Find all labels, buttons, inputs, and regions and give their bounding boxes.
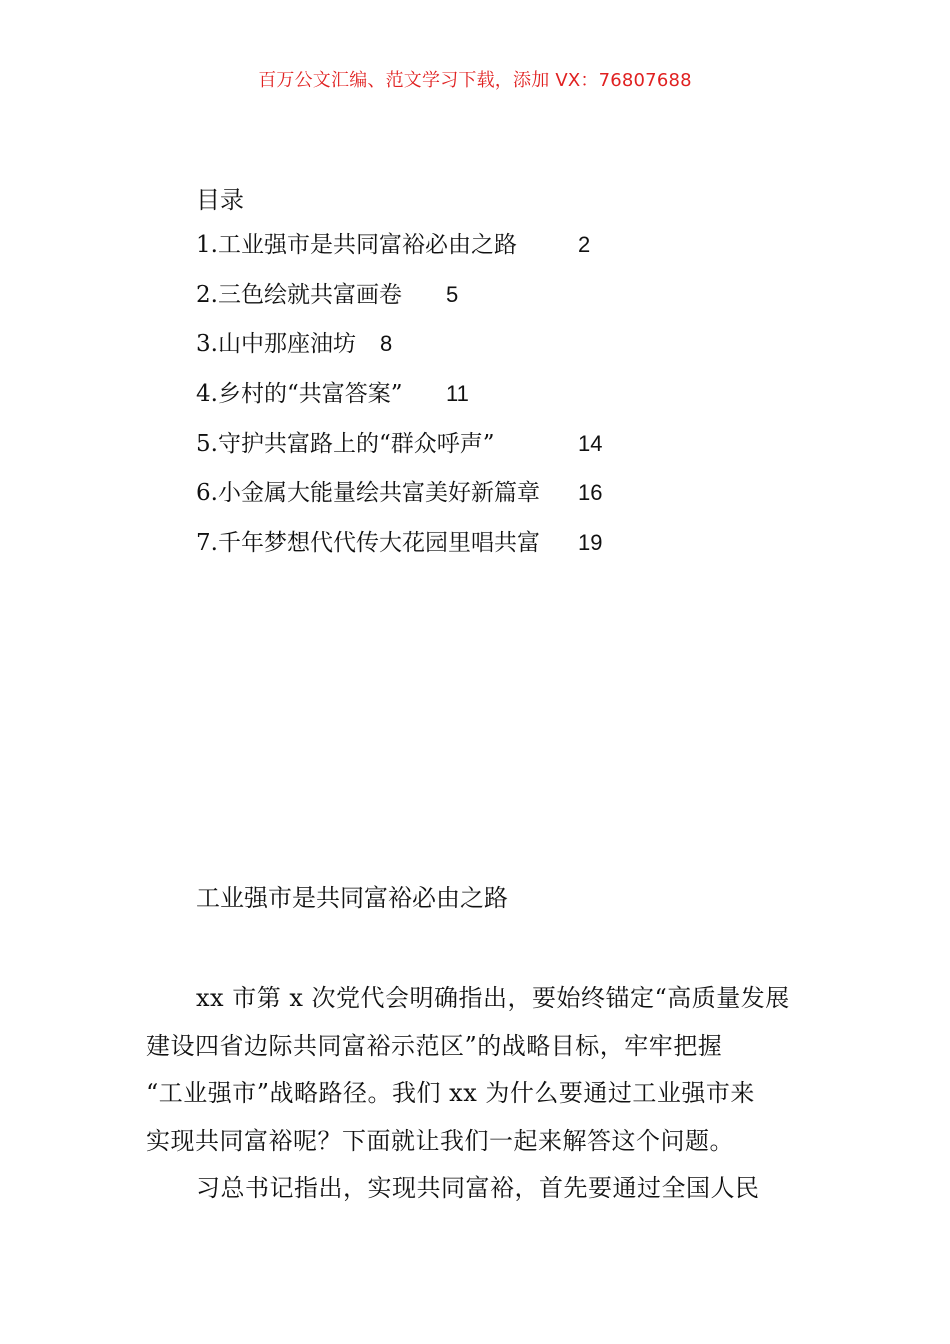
toc-entry-page: 19 [578, 530, 603, 556]
toc-entry-7[interactable] [196, 518, 796, 568]
paragraph-line: xx 市第 x 次党代会明确指出，要始终锚定“高质量发展 [196, 984, 790, 1012]
toc-entry-text: 7.千年梦想代代传大花园里唱共富 [196, 530, 540, 557]
toc-entry-4[interactable] [196, 369, 796, 419]
paragraph-line: 建设四省边际共同富裕示范区”的战略目标，牢牢把握 [146, 1031, 723, 1060]
paragraph-line: 实现共同富裕呢？下面就让我们一起来解答这个问题。 [146, 1126, 734, 1155]
toc-entry-page: 11 [446, 381, 469, 407]
toc-entry-page: 14 [578, 430, 603, 456]
toc-list [196, 220, 796, 568]
paragraph-line: 习总书记指出，实现共同富裕，首先要通过全国人民 [196, 1174, 760, 1203]
toc-title: 目录 [196, 186, 244, 214]
table-of-contents [196, 180, 796, 568]
toc-entry-text: 1.工业强市是共同富裕必由之路 [196, 232, 517, 258]
toc-entry-5[interactable] [196, 419, 796, 469]
watermark-banner: 百万公文汇编、范文学习下载，添加 VX：76807688 [258, 70, 692, 91]
article-body [146, 975, 806, 1213]
toc-entry-3[interactable] [196, 319, 796, 369]
toc-entry-page: 16 [578, 480, 603, 506]
toc-entry-text: 6.小金属大能量绘共富美好新篇章 [196, 480, 540, 507]
toc-entry-page: 2 [578, 232, 591, 257]
toc-entry-text: 3.山中那座油坊 [196, 331, 356, 358]
toc-entry-text: 2.三色绘就共富画卷 [196, 281, 402, 308]
toc-entry-text: 5.守护共富路上的“群众呼声” [196, 430, 495, 457]
toc-entry-text: 4.乡村的“共富答案” [196, 381, 403, 408]
toc-entry-6[interactable] [196, 468, 796, 518]
paragraph [146, 975, 806, 1165]
paragraph-line: “工业强市”战略路径。我们 xx 为什么要通过工业强市来 [146, 1079, 755, 1108]
toc-entry-page: 8 [380, 331, 393, 357]
toc-entry-page: 5 [446, 281, 459, 307]
article-title: 工业强市是共同富裕必由之路 [196, 884, 508, 912]
paragraph [146, 1165, 806, 1213]
toc-entry-2[interactable] [196, 270, 796, 320]
toc-entry-1[interactable] [196, 220, 796, 270]
